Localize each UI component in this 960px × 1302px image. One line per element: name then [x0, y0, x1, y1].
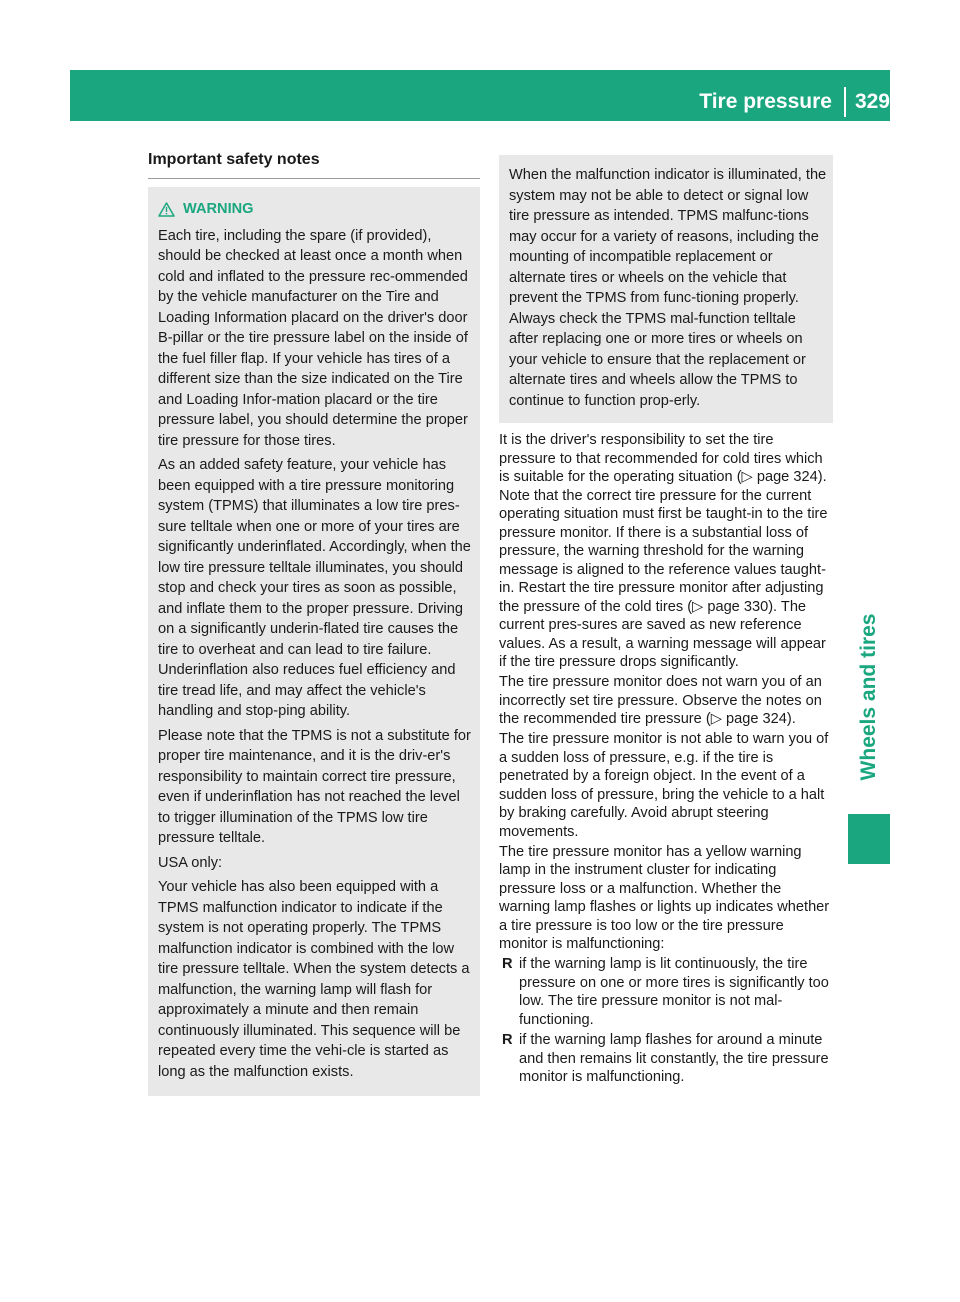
chapter-title: Tire pressure: [699, 90, 832, 113]
malfunction-note-box: [499, 155, 833, 423]
list-item-text: if the warning lamp is lit continuously, the tire pressure on one or more tires is significantly too low. The tire pressure monitor is not mal-functioning.: [519, 956, 829, 1028]
header: [699, 88, 890, 116]
warning-paragraph: As an added safety feature, your vehicle has been equipped with a tire pressure monitoring system (TPMS) that illuminates a low tire pres-sure telltale when one or more of your tires are significantly underinflated. Accordingly, when the low tire pressure telltale illuminates, you should stop and check your tires as soon as possible, and inflate them to the proper pressure. Driving on a significantly underin-flated tire causes the tire to overheat and can lead to tire failure. Underinflation also reduces fuel efficiency and tire tread life, and may affect the vehicle's handling and stop-ping ability.: [158, 457, 471, 719]
bullet-list: [499, 955, 833, 1087]
bullet-marker: R: [502, 956, 513, 972]
right-column: [499, 155, 833, 1089]
left-column: [148, 150, 480, 1096]
warning-box: [148, 187, 480, 1096]
header-divider: [844, 87, 846, 117]
body-paragraph: The tire pressure monitor does not warn you of an incorrectly set tire pressure. Observe the notes on the recommended tire pressure (▷ page 324).: [499, 674, 822, 727]
page-number: 329: [854, 90, 890, 113]
list-item: [499, 955, 833, 1029]
section-title: Important safety notes: [148, 150, 480, 179]
warning-label: WARNING: [183, 201, 254, 217]
malfunction-note: When the malfunction indicator is illuminated, the system may not be able to detect or signal low tire pressure as intended. TPMS malfunc-tions may occur for a variety of reasons, including the mounting of incompatible replacement or alternate tires or wheels on the vehicle that prevent the TPMS from func-tioning properly. Always check the TPMS mal-function telltale after replacing one or more tires or wheels on your vehicle to ensure that the replacement or alternate tires and wheels allow the TPMS to continue to function prop-erly.: [509, 167, 827, 409]
warning-paragraph: Your vehicle has also been equipped with a TPMS malfunction indicator to indicate if the system is not operating properly. The TPMS malfunction indicator is combined with the low tire pressure telltale. When the system detects a malfunction, the warning lamp will flash for approximately a minute and then remain continuously illuminated. This sequence will be repeated every time the vehi-cle is started as long as the malfunction exists.: [158, 879, 470, 1080]
bullet-marker: R: [502, 1032, 513, 1048]
warning-paragraph: Please note that the TPMS is not a substitute for proper tire maintenance, and it is the driv-er's responsibility to maintain correct tire pressure, even if underinflation has not reached the level to trigger illumination of the TPMS low tire pressure telltale.: [158, 727, 471, 846]
list-item-text: if the warning lamp flashes for around a minute and then remains lit constantly, the tire pressure monitor is malfunctioning.: [519, 1032, 829, 1085]
warning-triangle-icon: [158, 202, 175, 217]
body-paragraph: The tire pressure monitor has a yellow warning lamp in the instrument cluster for indicating pressure loss or a malfunction. Whether the warning lamp flashes or lights up indicates whether a tire pressure is too low or the tire pressure monitor is malfunctioning:: [499, 843, 830, 952]
warning-paragraph: Each tire, including the spare (if provided), should be checked at least once a month when cold and inflated to the pressure rec-ommended by the vehicle manufacturer on the Tire and Loading Information placard on the driver's door B-pillar or the tire pressure label on the inside of the fuel filler flap. If your vehicle has tires of a different size than the size indicated on the Tire and Loading Infor-mation placard or the tire pressure label, you should determine the proper tire pressure for those tires.: [158, 227, 468, 449]
side-tab: [848, 597, 890, 797]
warning-header: [158, 199, 474, 220]
body-paragraph: The tire pressure monitor is not able to warn you of a sudden loss of pressure, e.g. if the tire is penetrated by a foreign object. In the event of a sudden loss of pressure, bring the vehicle to a halt by braking carefully. Avoid abrupt steering movements.: [499, 731, 829, 840]
body-paragraph: It is the driver's responsibility to set the tire pressure to that recommended for cold tires which is suitable for the operating situation (▷ page 324). Note that the correct tire pressure for the current operating situation must first be taught-in to the tire pressure monitor. If there is a substantial loss of pressure, the warning threshold for the warning message is aligned to the reference values taught-in. Restart the tire pressure monitor after adjusting the pressure of the cold tires (▷ page 330). The current pres-sures are saved as new reference values. As a result, a warning message will appear if the tire pressure drops significantly.: [499, 432, 828, 670]
body-text: [499, 431, 833, 1087]
warning-paragraph: USA only:: [158, 854, 223, 871]
list-item: [499, 1031, 833, 1087]
side-tab-marker: [848, 814, 890, 864]
side-tab-label: Wheels and tires: [857, 613, 880, 781]
